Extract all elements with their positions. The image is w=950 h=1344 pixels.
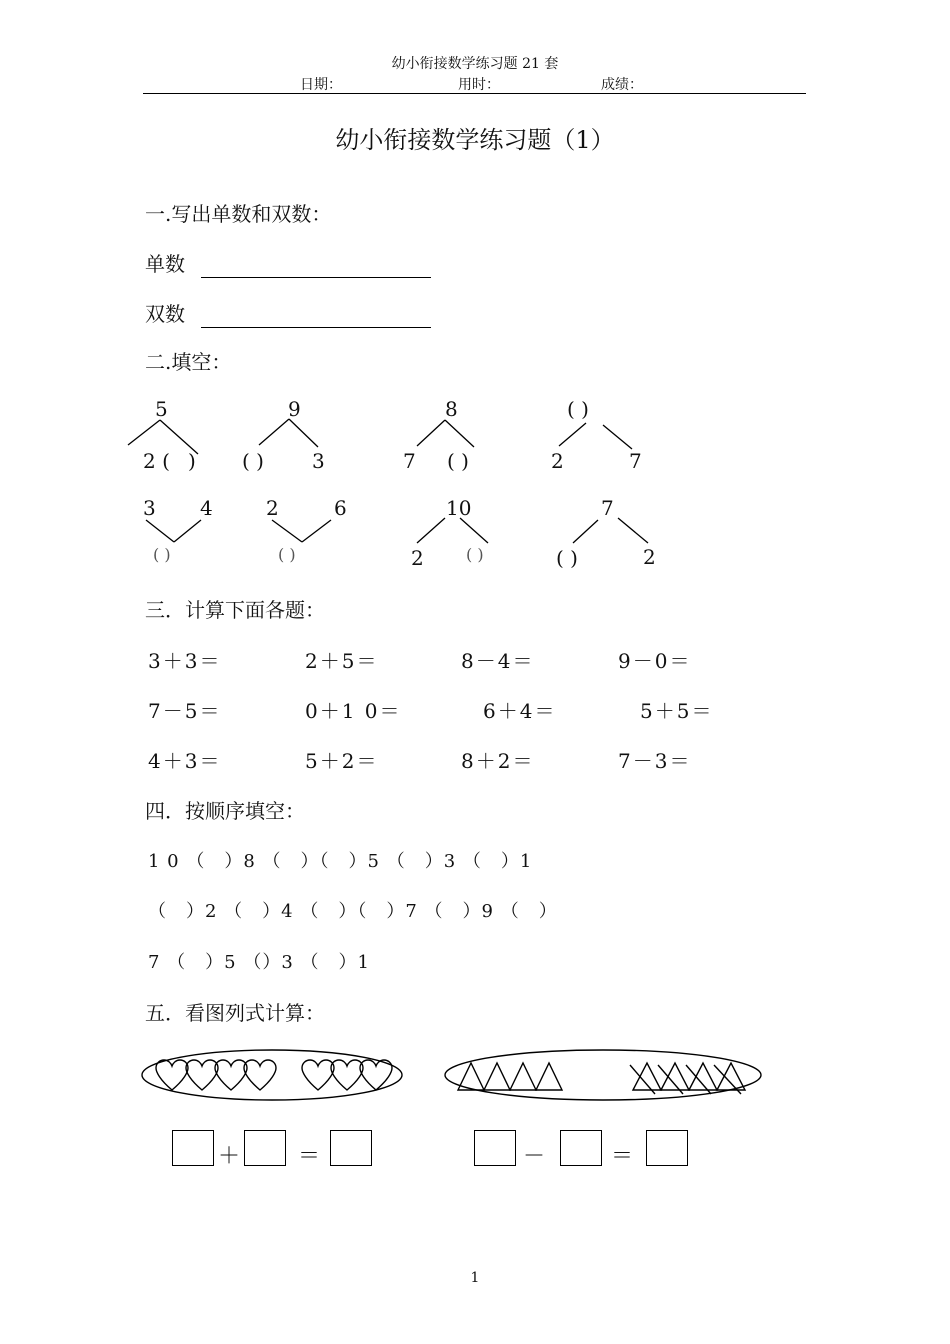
page-title: 幼小衔接数学练习题（1） [335, 126, 615, 154]
bond8-top: 7 [601, 496, 614, 520]
heart-icon [186, 1060, 218, 1090]
even-label: 双数 [145, 302, 185, 326]
bond4-right: 7 [629, 449, 642, 473]
sequence-row: 1 0 （ ）8 （ ）（ ）5 （ ）3 （ ）1 [148, 851, 533, 872]
bond3-right: ( ) [447, 449, 469, 473]
bond4-top: ( ) [567, 397, 589, 421]
equation: 4＋3＝ [148, 749, 222, 773]
bond1-top: 5 [155, 397, 168, 421]
bond2-right: 3 [312, 449, 325, 473]
hearts-group-oval [142, 1050, 402, 1100]
page-number: 1 [470, 1270, 480, 1286]
answer-box[interactable] [560, 1130, 602, 1166]
crossed-triangle-icon [633, 1063, 661, 1090]
equals-sign: ＝ [298, 1144, 321, 1169]
bond3-left: 7 [403, 449, 416, 473]
bond7-left: 2 [411, 546, 424, 570]
bond6-right: 6 [334, 496, 347, 520]
header-title: 幼小衔接数学练习题 21 套 [391, 56, 559, 72]
heart-icon [244, 1060, 276, 1090]
odd-label: 单数 [145, 252, 185, 276]
answer-box[interactable] [646, 1130, 688, 1166]
bond2-top: 9 [288, 397, 301, 421]
bond5-left: 3 [143, 496, 156, 520]
time-label: 用时： [458, 77, 500, 93]
triangle-icon [536, 1063, 562, 1090]
crossed-triangle-icon [689, 1063, 717, 1090]
section1-heading: 一.写出单数和双数： [145, 202, 332, 226]
heart-icon [156, 1060, 188, 1090]
equation: 7－5＝ [148, 699, 222, 723]
answer-box[interactable] [474, 1130, 516, 1166]
answer-box[interactable] [330, 1130, 372, 1166]
heart-icon [331, 1060, 363, 1090]
heart-icon [302, 1060, 334, 1090]
equation: 0＋1 0＝ [305, 699, 402, 723]
equation: 5＋2＝ [305, 749, 379, 773]
equation: 8－4＝ [461, 649, 535, 673]
equation: 7－3＝ [618, 749, 692, 773]
section4-heading: 四．按顺序填空： [145, 799, 305, 823]
bond7-right: ( ) [466, 545, 484, 564]
bond6-bottom: ( ) [278, 545, 296, 564]
answer-box[interactable] [244, 1130, 286, 1166]
bond6-left: 2 [266, 496, 279, 520]
crossed-triangle-icon [661, 1063, 689, 1090]
bond5-bottom: ( ) [153, 545, 171, 564]
equals-sign: ＝ [611, 1144, 634, 1169]
section3-heading: 三．计算下面各题： [145, 598, 325, 622]
date-label: 日期： [300, 77, 342, 93]
bond8-right: 2 [643, 545, 656, 569]
equation: 9－0＝ [618, 649, 692, 673]
bond2-left: ( ) [242, 449, 264, 473]
bond1-right: ) [188, 449, 196, 473]
equation: 6＋4＝ [483, 699, 557, 723]
triangle-icon [510, 1063, 536, 1090]
plus-sign: ＋ [218, 1144, 241, 1169]
section2-heading: 二.填空： [145, 350, 232, 374]
equation: 8＋2＝ [461, 749, 535, 773]
bond8-left: ( ) [556, 546, 578, 570]
triangles-group-oval [445, 1050, 761, 1100]
bond3-top: 8 [445, 397, 458, 421]
equation: 3＋3＝ [148, 649, 222, 673]
equation: 5＋5＝ [640, 699, 714, 723]
triangle-icon [484, 1063, 510, 1090]
bond1-left: 2 ( [143, 449, 170, 473]
heart-icon [360, 1060, 392, 1090]
section5-heading: 五．看图列式计算： [145, 1001, 325, 1025]
score-label: 成绩： [601, 77, 643, 93]
bond4-left: 2 [551, 449, 564, 473]
bond7-top: 10 [446, 496, 472, 520]
sequence-row: 7 （ ）5 （）3 （ ）1 [148, 952, 370, 973]
crossed-triangle-icon [717, 1063, 745, 1090]
bond5-right: 4 [200, 496, 213, 520]
answer-box[interactable] [172, 1130, 214, 1166]
sequence-row: （ ）2 （ ）4 （ ）（ ）7 （ ）9 （ ） [148, 901, 558, 922]
equation: 2＋5＝ [305, 649, 379, 673]
minus-sign: － [523, 1144, 546, 1169]
heart-icon [215, 1060, 247, 1090]
